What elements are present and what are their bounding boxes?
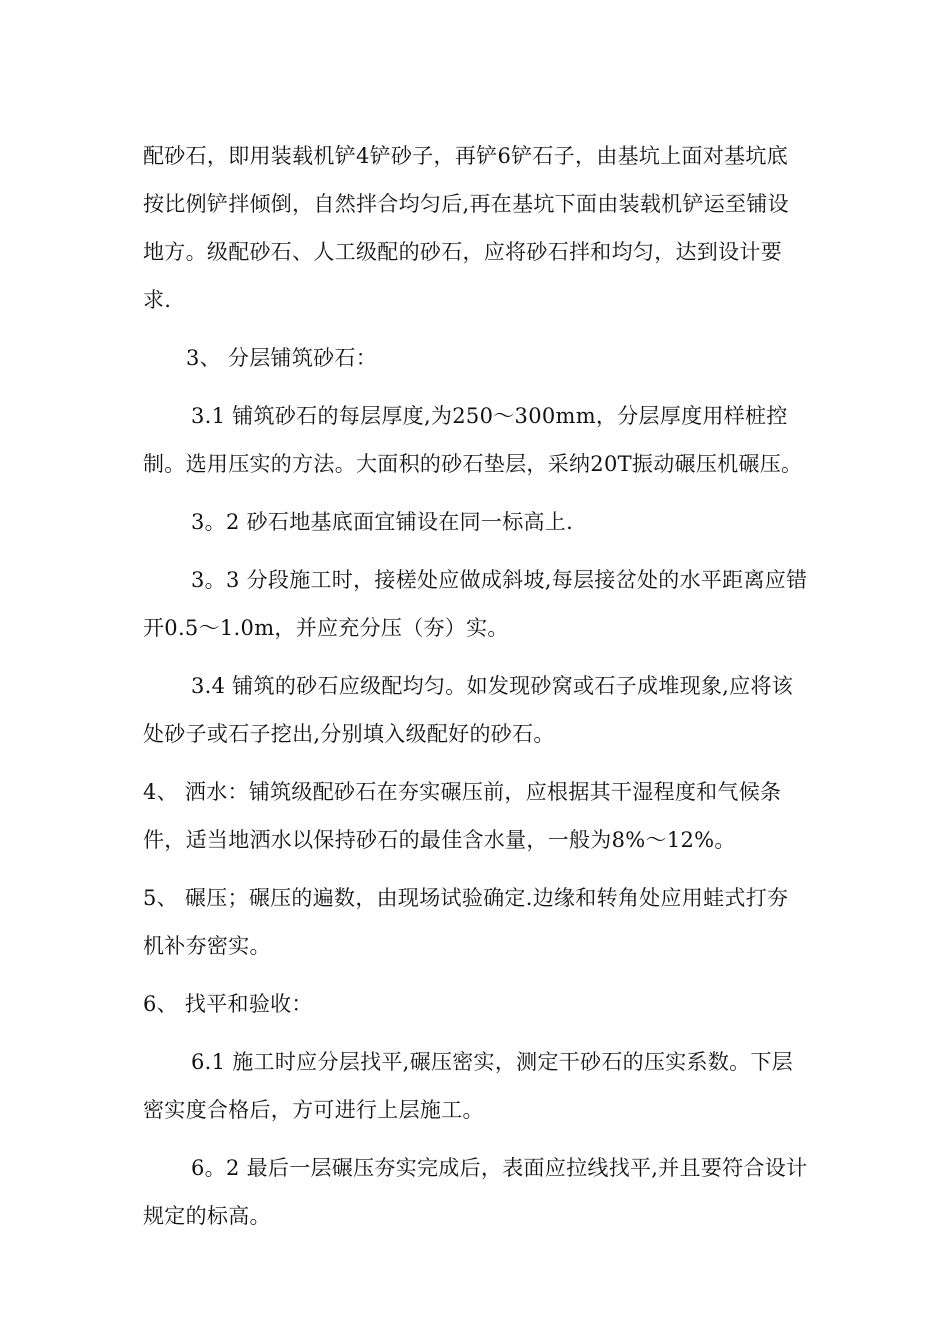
paragraph-3-3: 3。3 分段施工时，接槎处应做成斜坡,每层接岔处的水平距离应错开0.5～1.0m，并应充分压（夯）实。 <box>143 568 808 640</box>
heading-leveling-acceptance: 6、 找平和验收： <box>143 992 313 1016</box>
paragraph-3-4: 3.4 铺筑的砂石应级配均匀。如发现砂窝或石子成堆现象,应将该处砂子或石子挖出,分别填入级配好的砂石。 <box>143 674 794 746</box>
document-body <box>143 132 808 1250</box>
paragraph-6-2: 6。2 最后一层碾压夯实完成后，表面应拉线找平,并且要符合设计规定的标高。 <box>143 1156 808 1228</box>
paragraph-watering: 4、 洒水：铺筑级配砂石在夯实碾压前，应根据其干湿程度和气候条件，适当地洒水以保持砂石的最佳含水量，一般为8%～12%。 <box>143 780 782 852</box>
paragraph-3-2: 3。2 砂石地基底面宜铺设在同一标高上. <box>191 510 574 534</box>
paragraph-rolling: 5、 碾压；碾压的遍数，由现场试验确定.边缘和转角处应用蛙式打夯机补夯密实。 <box>143 886 789 958</box>
heading-layered-paving: 3、 分层铺筑砂石： <box>186 346 378 370</box>
paragraph-3-1: 3.1 铺筑砂石的每层厚度,为250～300mm，分层厚度用样桩控制。选用压实的方法。大面积的砂石垫层，采纳20T振动碾压机碾压。 <box>143 404 803 476</box>
paragraph-sand-mixing: 配砂石，即用装载机铲4铲砂子，再铲6铲石子，由基坑上面对基坑底按比例铲拌倾倒，自然拌合均匀后,再在基坑下面由装载机铲运至铺设地方。级配砂石、人工级配的砂石，应将砂石拌和均匀，达到设计要求. <box>143 144 789 312</box>
paragraph-6-1: 6.1 施工时应分层找平,碾压密实，测定干砂石的压实系数。下层密实度合格后，方可进行上层施工。 <box>143 1050 794 1122</box>
